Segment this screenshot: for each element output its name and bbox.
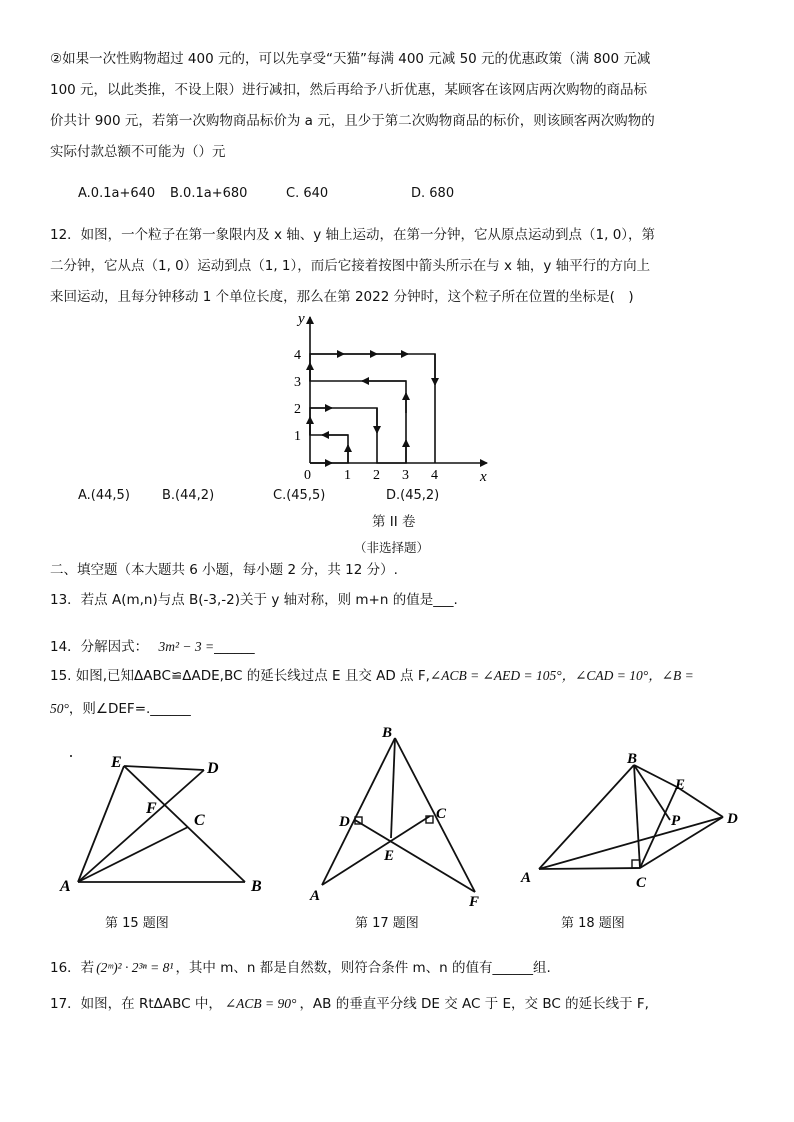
q17-prefix: 17．如图，在 RtΔABC 中， [50, 996, 222, 1012]
volume-subtitle: （非选择题） [354, 540, 430, 555]
fig15-label-b: B [251, 878, 262, 895]
fig18-label-b: B [627, 751, 638, 767]
q16 [50, 956, 551, 976]
q14-blank[interactable]: ______ [214, 639, 255, 655]
origin-label: 0 [304, 468, 311, 483]
x-axis-label: x [480, 469, 487, 485]
figure-15-caption: 第 15 题图 [105, 916, 169, 931]
q11-line-1: ②如果一次性购物超过 400 元的，可以先享受“天猫”每满 400 元减 50 元的优惠政策（满 800 元减 [50, 51, 651, 67]
q12-option-c[interactable]: C.(45,5) [273, 488, 326, 503]
y-tick-3: 3 [294, 375, 301, 390]
q12-line-3: 来回运动，且每分钟移动 1 个单位长度，那么在第 2022 分钟时，这个粒子所在位置的坐标是( ) [50, 289, 634, 305]
q11-option-b[interactable]: B.0.1a+680 [170, 186, 248, 201]
figure-18-caption: 第 18 题图 [561, 916, 625, 931]
q17 [50, 992, 649, 1012]
q16-suffix: ，其中 m、n 都是自然数，则符合条件 m、n 的值有______组. [175, 960, 551, 976]
x-tick-4: 4 [431, 468, 438, 483]
fig17-label-c: C [436, 806, 447, 822]
q11-option-d[interactable]: D. 680 [411, 186, 455, 201]
q12-motion-graph [282, 305, 497, 485]
y-tick-2: 2 [294, 402, 301, 417]
fig18-label-a: A [521, 870, 532, 886]
q15-angle-b: 50° [50, 701, 69, 716]
fig18-label-d: D [727, 811, 738, 827]
fig17-label-d: D [339, 814, 350, 830]
q17-suffix: ，AB 的垂直平分线 DE 交 AC 于 E，交 BC 的延长线于 F, [299, 996, 649, 1012]
figure-18 [515, 745, 750, 895]
q15-line-1 [50, 664, 694, 684]
fig15-label-e: E [111, 754, 122, 771]
figure-17-caption: 第 17 题图 [355, 916, 419, 931]
q12-option-d[interactable]: D.(45,2) [386, 488, 440, 503]
y-axis-label: y [298, 311, 305, 327]
figure-15 [55, 745, 270, 900]
fig15-label-c: C [194, 812, 205, 829]
q14-expression: 3m² − 3 = [158, 639, 215, 654]
q12-option-a[interactable]: A.(44,5) [78, 488, 130, 503]
y-tick-4: 4 [294, 348, 301, 363]
figure-17 [305, 720, 495, 910]
x-tick-2: 2 [373, 468, 380, 483]
fig15-label-a: A [60, 878, 71, 895]
q15-angles: ∠ACB = ∠AED = 105°，∠CAD = 10°，∠B = [429, 668, 694, 683]
fig18-label-c: C [636, 875, 647, 891]
q12-line-2: 二分钟，它从点（1, 0）运动到点（1, 1），而后它接着按图中箭头所示在与 x 轴，y 轴平行的方向上 [50, 258, 651, 274]
q11-option-c[interactable]: C. 640 [286, 186, 329, 201]
fig18-label-p: P [671, 813, 681, 829]
q16-expression: (2ᵐ)² · 2³ⁿ = 8¹ [96, 960, 174, 975]
fig17-label-a: A [310, 888, 321, 904]
q15-line-2 [50, 697, 191, 717]
q12-option-b[interactable]: B.(44,2) [162, 488, 215, 503]
q13-text: 13．若点 A(m,n)与点 B(-3,-2)关于 y 轴对称，则 m+n 的值是___. [50, 592, 458, 608]
q14-prefix: 14．分解因式： [50, 639, 149, 655]
fig15-label-d: D [207, 760, 219, 777]
y-tick-1: 1 [294, 429, 301, 444]
q16-prefix: 16．若 [50, 960, 95, 976]
q15-question: ，则∠DEF=.______ [68, 701, 191, 717]
volume-title: 第 II 卷 [372, 514, 416, 530]
q11-line-2: 100 元，以此类推，不设上限）进行减扣，然后再给予八折优惠，某顾客在该网店两次购物的商品标 [50, 82, 648, 98]
fig15-label-f: F [146, 800, 157, 817]
section-heading: 二、填空题（本大题共 6 小题，每小题 2 分，共 12 分）. [50, 562, 398, 578]
x-tick-1: 1 [344, 468, 351, 483]
fig17-label-e: E [384, 848, 395, 864]
fig17-label-b: B [382, 725, 393, 741]
q11-option-a[interactable]: A.0.1a+640 [78, 186, 156, 201]
q12-line-1: 12．如图，一个粒子在第一象限内及 x 轴、y 轴上运动，在第一分钟，它从原点运动到点（1, 0），第 [50, 227, 656, 243]
q11-line-3: 价共计 900 元，若第一次购物商品标价为 a 元，且少于第二次购物商品的标价，则该顾客两次购物的 [50, 113, 655, 129]
q15-text-a: 15. 如图,已知ΔABC≌ΔADE,BC 的延长线过点 E 且交 AD 点 F, [50, 668, 430, 684]
q17-expression: ∠ACB = 90° [224, 996, 297, 1011]
fig17-label-f: F [469, 894, 480, 910]
q11-line-4: 实际付款总额不可能为（）元 [50, 144, 226, 160]
q14 [50, 635, 255, 655]
x-tick-3: 3 [402, 468, 409, 483]
fig18-label-e: E [675, 777, 686, 793]
